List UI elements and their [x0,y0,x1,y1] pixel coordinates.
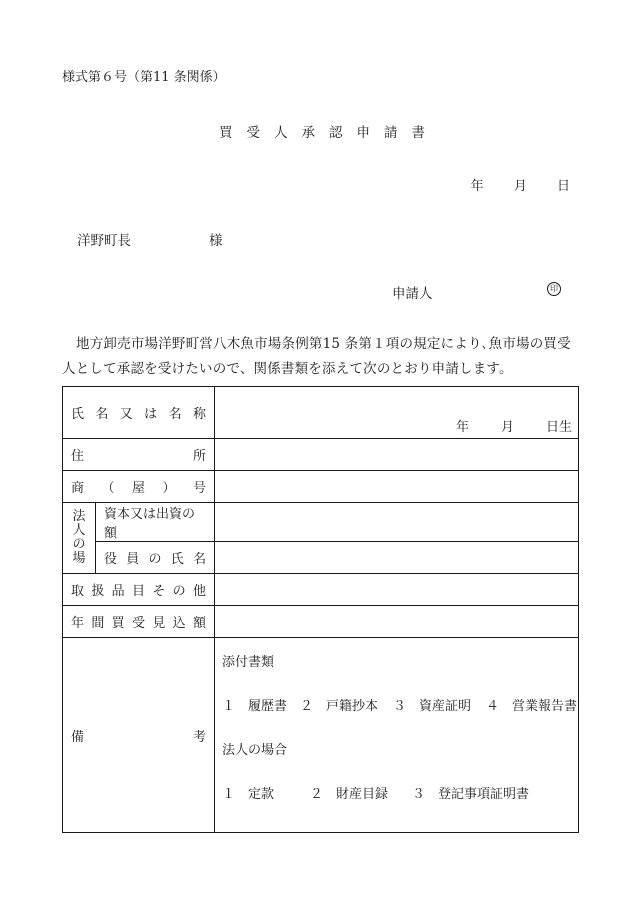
capital-field[interactable] [215,503,579,542]
addressee-honorific: 様 [209,233,223,249]
birth-month: 月 [500,420,514,435]
date-day: 日 [556,179,570,194]
trade-name-field[interactable] [215,471,579,503]
annual-purchase-label-char: 受 [131,616,145,631]
name-field[interactable] [215,387,579,439]
goods-label-char: の [172,584,186,599]
annual-purchase-label-char: 間 [91,616,105,631]
corporate-heading: 法人の場合 [222,743,288,758]
trade-name-label-char: 屋 [131,481,145,496]
name-label-char: は [144,407,158,422]
remarks-field [215,638,579,833]
table-row-trade-name [63,471,579,503]
goods-field[interactable] [215,574,579,606]
corporate-label-char: の [72,537,86,552]
address-field[interactable] [215,439,579,471]
name-label-char: 名 [168,407,182,422]
attachments-heading: 添付書類 [222,655,275,670]
officers-label [96,542,215,574]
table-row-goods [63,574,579,606]
trade-name-label-char: ） [162,481,176,496]
attachment-item: １ 定款 [222,787,275,802]
intro-text: 地方卸売市場洋野町営八木魚市場条例第15 条第１項の規定により､魚市場の買受人として承認を受けたいので、関係書類を添えて次のとおり申請します。 [62,336,571,377]
addressee-name: 洋野町長 [77,233,131,249]
corporate-attachments-list [222,788,578,832]
attachments-list [222,700,578,744]
application-table [62,386,579,833]
address-label [63,439,215,471]
corporate-label [63,503,96,574]
goods-label-char: 扱 [91,584,105,599]
annual-purchase-label-char: 込 [172,616,186,631]
address-label-char: 所 [192,449,206,464]
officers-label-char: の [148,552,162,567]
table-row-officers [63,542,579,574]
date-month: 月 [513,179,527,194]
name-label-char: 称 [192,407,206,422]
corporate-label-char: 人 [72,523,86,538]
date-year: 年 [470,179,484,194]
name-label-char: 名 [95,407,109,422]
name-label [63,387,215,439]
goods-label-char: そ [152,584,166,599]
attachment-item: １ 履歴書 [222,699,288,714]
remarks-label-char: 備 [71,729,85,745]
table-row-annual-purchase [63,606,579,638]
trade-name-label-char: 商 [71,481,85,496]
goods-label-char: 目 [131,584,145,599]
name-label-char: 又 [119,407,133,422]
officers-label-char: 員 [126,552,140,567]
table-row-remarks [63,638,579,833]
seal-mark-icon: 印 [547,282,561,296]
trade-name-label [63,471,215,503]
annual-purchase-label [63,606,215,638]
annual-purchase-label-char: 買 [111,616,125,631]
document-title: 買受人承認申請書 [219,125,439,141]
goods-label-char: 品 [111,584,125,599]
table-row-capital [63,503,579,542]
form-number: 様式第６号（第11 条関係） [62,70,226,85]
annual-purchase-label-char: 額 [192,616,206,631]
goods-label [63,574,215,606]
table-row-address [63,439,579,471]
attachment-item: ３ 登記事項証明書 [412,787,530,802]
annual-purchase-label-char: 年 [71,616,85,631]
attachment-item: ４ 営業報告書 [486,699,578,714]
annual-purchase-label-char: 見 [152,616,166,631]
attachment-item: ３ 資産証明 [393,699,472,714]
goods-label-char: 取 [71,584,85,599]
officers-label-char: 氏 [170,552,184,567]
remarks-label [63,638,215,833]
attachment-item: ２ 戸籍抄本 [300,699,379,714]
birth-day: 日生 [545,420,572,435]
officers-field[interactable] [215,542,579,574]
addressee [77,229,223,249]
attachment-item: ２ 財産目録 [310,787,389,802]
officers-label-char: 名 [192,552,206,567]
name-label-char: 氏 [71,407,85,422]
birth-year: 年 [455,420,469,435]
trade-name-label-char: （ [101,481,115,496]
annual-purchase-field[interactable] [215,606,579,638]
capital-label: 資本又は出資の額 [96,503,215,542]
officers-label-char: 役 [104,552,118,567]
corporate-label-char: 場 [72,551,86,566]
goods-label-char: 他 [192,584,206,599]
table-row-name [63,387,579,439]
corporate-label-char: 法 [72,509,86,524]
application-date [471,175,570,194]
applicant-label: 申請人 [392,286,433,302]
remarks-label-char: 考 [192,729,206,745]
trade-name-label-char: 号 [192,481,206,496]
address-label-char: 住 [71,449,85,464]
